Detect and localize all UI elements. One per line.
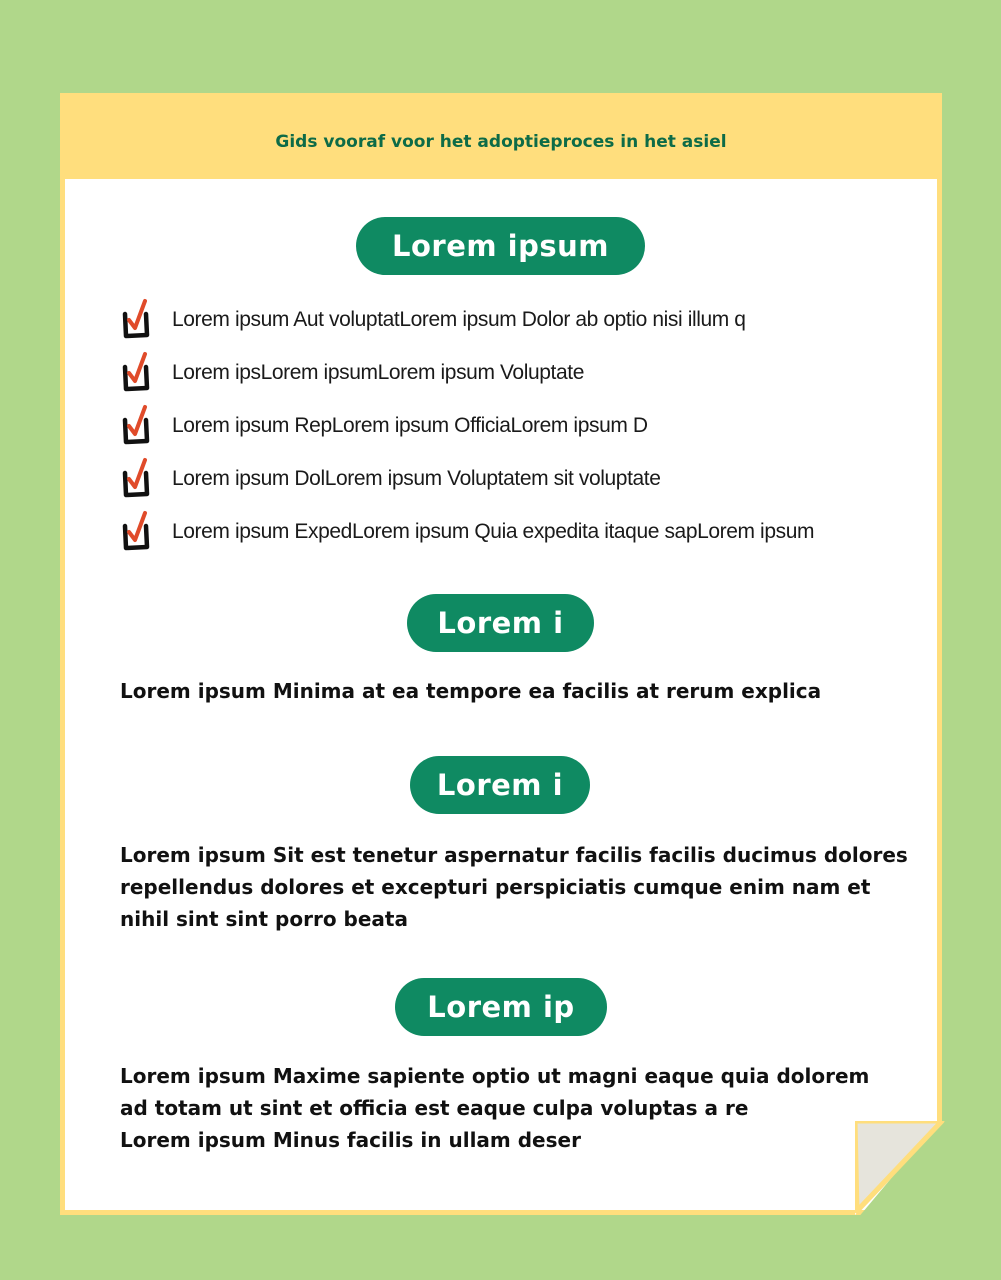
- section-2-text: Lorem ipsum Minima at ea tempore ea facilis at rerum explica: [120, 679, 822, 703]
- checklist-item: [120, 346, 814, 399]
- section-4-text: [120, 1060, 890, 1156]
- checklist-item-text: Lorem ipsum DolLorem ipsum Voluptatem sit voluptate: [172, 466, 661, 490]
- checklist-item-text: Lorem ipsum ExpedLorem ipsum Quia expedita itaque sapLorem ipsum: [172, 519, 815, 543]
- checkbox-checked-icon: [120, 351, 160, 395]
- checklist-item-text: Lorem ipsum RepLorem ipsum OfficiaLorem ipsum D: [172, 413, 648, 437]
- checklist-item-text: Lorem ipsum Aut voluptatLorem ipsum Dolor ab optio nisi illum q: [172, 307, 746, 331]
- checklist: [120, 293, 814, 558]
- section-4-text-line: Lorem ipsum Maxime sapiente optio ut magni eaque quia dolorem ad totam ut sint et officia est eaque culpa voluptas a re: [120, 1064, 870, 1120]
- checklist-item: [120, 399, 814, 452]
- page-curl-icon: [855, 1121, 947, 1215]
- section-heading-2: Lorem i: [407, 594, 594, 652]
- checklist-item: [120, 293, 814, 346]
- checkbox-checked-icon: [120, 457, 160, 501]
- section-heading-4: Lorem ip: [395, 978, 607, 1036]
- section-heading-3: Lorem i: [410, 756, 590, 814]
- checklist-item: [120, 505, 814, 558]
- checkbox-checked-icon: [120, 404, 160, 448]
- checkbox-checked-icon: [120, 510, 160, 554]
- guide-card: [60, 93, 942, 1215]
- checklist-item-text: Lorem ipsLorem ipsumLorem ipsum Voluptate: [172, 360, 584, 384]
- section-4-text-line: Lorem ipsum Minus facilis in ullam deser: [120, 1128, 581, 1152]
- card-header: [60, 93, 942, 179]
- section-3-text: Lorem ipsum Sit est tenetur aspernatur facilis facilis ducimus dolores repellendus dolores et excepturi perspiciatis cumque enim nam et nihil sint sint porro beata: [120, 843, 908, 931]
- checkbox-checked-icon: [120, 298, 160, 342]
- section-heading-1: Lorem ipsum: [356, 217, 645, 275]
- checklist-item: [120, 452, 814, 505]
- page-title: Gids vooraf voor het adoptieproces in het asiel: [275, 132, 727, 152]
